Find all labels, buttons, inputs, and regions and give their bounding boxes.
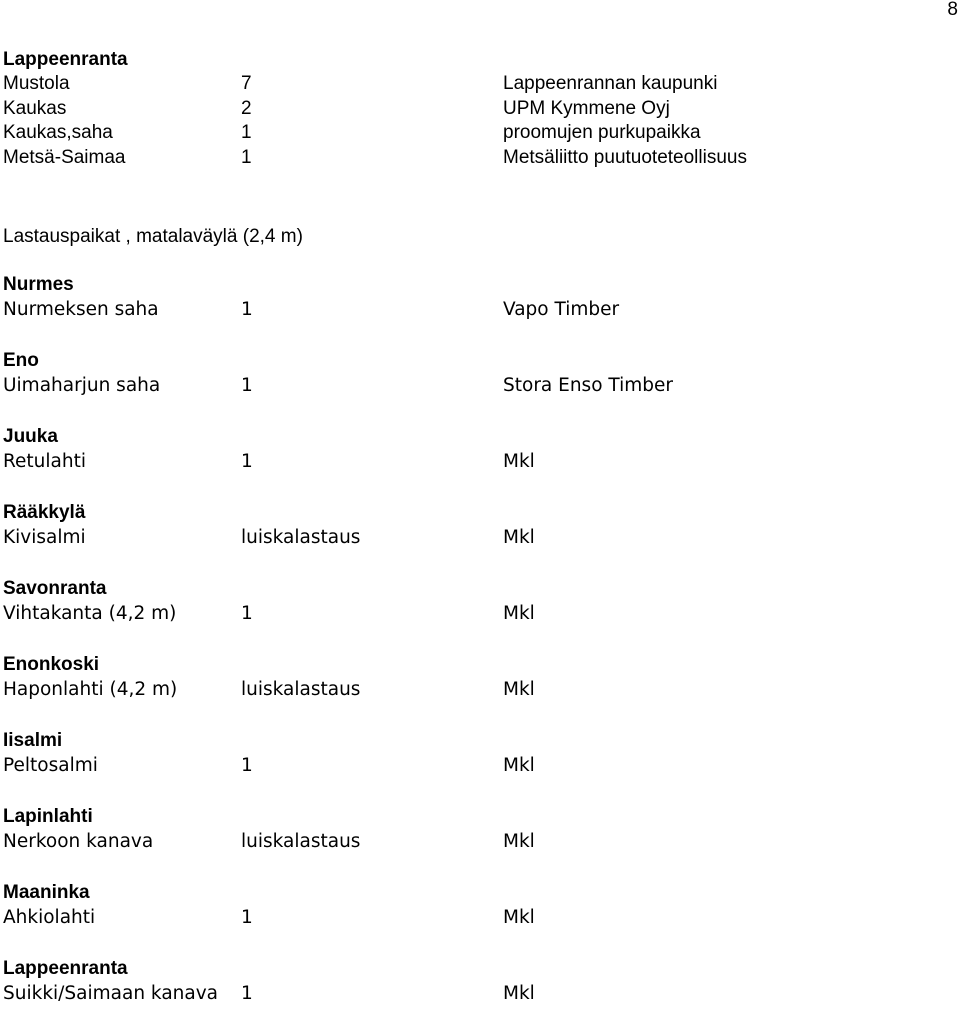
place-name: Retulahti — [3, 451, 86, 472]
place-name: Kaukas — [3, 97, 67, 119]
table-row — [3, 121, 701, 146]
place-value: 1 — [241, 146, 252, 168]
place-value: 1 — [241, 122, 252, 143]
list-item — [3, 881, 535, 957]
place-name: Nurmeksen saha — [3, 299, 159, 320]
table-row — [3, 677, 535, 703]
place-value: 1 — [241, 603, 253, 624]
place-value: 1 — [241, 983, 253, 1004]
place-value: luiskalastaus — [241, 679, 361, 700]
place-name: Peltosalmi — [3, 755, 98, 776]
municipality-heading: Lappeenranta — [3, 958, 128, 979]
place-name: Kaukas,saha — [3, 122, 113, 143]
municipality-heading: Iisalmi — [3, 730, 63, 751]
municipality-heading: Lapinlahti — [3, 806, 93, 827]
page-number: 8 — [947, 0, 958, 20]
list-item — [3, 349, 674, 425]
place-operator: Vapo Timber — [503, 299, 620, 320]
place-name: Haponlahti (4,2 m) — [3, 679, 178, 700]
municipality-heading: Nurmes — [3, 274, 74, 295]
municipality-heading: Eno — [3, 350, 39, 371]
list-item — [3, 805, 535, 881]
place-operator: Mkl — [503, 831, 535, 852]
list-item — [3, 501, 535, 577]
municipality-heading: Savonranta — [3, 578, 107, 599]
place-value: 2 — [241, 97, 252, 119]
place-name: Nerkoon kanava — [3, 831, 154, 852]
place-operator: Mkl — [503, 983, 535, 1004]
place-value: 1 — [241, 907, 253, 928]
list-item — [3, 577, 535, 653]
place-operator: Lappeenrannan kaupunki — [503, 73, 718, 94]
place-operator: Mkl — [503, 451, 535, 472]
place-name: Mustola — [3, 73, 70, 94]
section-heading: Lappeenranta — [3, 49, 128, 70]
municipality-heading: Enonkoski — [3, 654, 100, 675]
place-operator: UPM Kymmene Oyj — [503, 97, 670, 119]
list-item — [3, 729, 535, 805]
table-row — [3, 981, 535, 1007]
place-operator: proomujen purkupaikka — [503, 122, 701, 143]
place-operator: Mkl — [503, 755, 535, 776]
table-row — [3, 97, 670, 122]
place-value: 1 — [241, 299, 253, 320]
section-title: Lastauspaikat , matalaväylä (2,4 m) — [3, 226, 303, 247]
place-name: Metsä-Saimaa — [3, 146, 126, 168]
top-section — [3, 48, 747, 170]
list-item — [3, 425, 535, 501]
place-operator: Stora Enso Timber — [503, 375, 674, 396]
place-operator: Mkl — [503, 527, 535, 548]
place-name: Ahkiolahti — [3, 907, 96, 928]
place-operator: Mkl — [503, 907, 535, 928]
table-row — [3, 753, 535, 779]
place-value: 7 — [241, 73, 252, 94]
place-value: 1 — [241, 451, 253, 472]
list-item — [3, 273, 620, 349]
municipality-heading: Rääkkylä — [3, 502, 86, 523]
place-name: Vihtakanta (4,2 m) — [3, 603, 177, 624]
list-item — [3, 957, 535, 1033]
place-name: Uimaharjun saha — [3, 375, 161, 396]
place-value: luiskalastaus — [241, 527, 361, 548]
table-row — [3, 72, 718, 97]
table-row — [3, 297, 620, 323]
table-row — [3, 829, 535, 855]
list-item — [3, 653, 535, 729]
place-operator: Mkl — [503, 603, 535, 624]
table-row — [3, 373, 674, 399]
place-operator: Mkl — [503, 679, 535, 700]
table-row — [3, 601, 535, 627]
table-row — [3, 449, 535, 475]
municipality-heading: Maaninka — [3, 882, 90, 903]
place-name: Suikki/Saimaan kanava — [3, 983, 218, 1004]
place-operator: Metsäliitto puutuoteteollisuus — [503, 146, 747, 168]
table-row — [3, 905, 535, 931]
place-name: Kivisalmi — [3, 527, 86, 548]
place-value: 1 — [241, 375, 253, 396]
municipality-heading: Juuka — [3, 426, 58, 447]
table-row — [3, 525, 535, 551]
table-row — [3, 146, 747, 171]
place-value: 1 — [241, 755, 253, 776]
place-value: luiskalastaus — [241, 831, 361, 852]
loading-places-list — [3, 273, 674, 1033]
